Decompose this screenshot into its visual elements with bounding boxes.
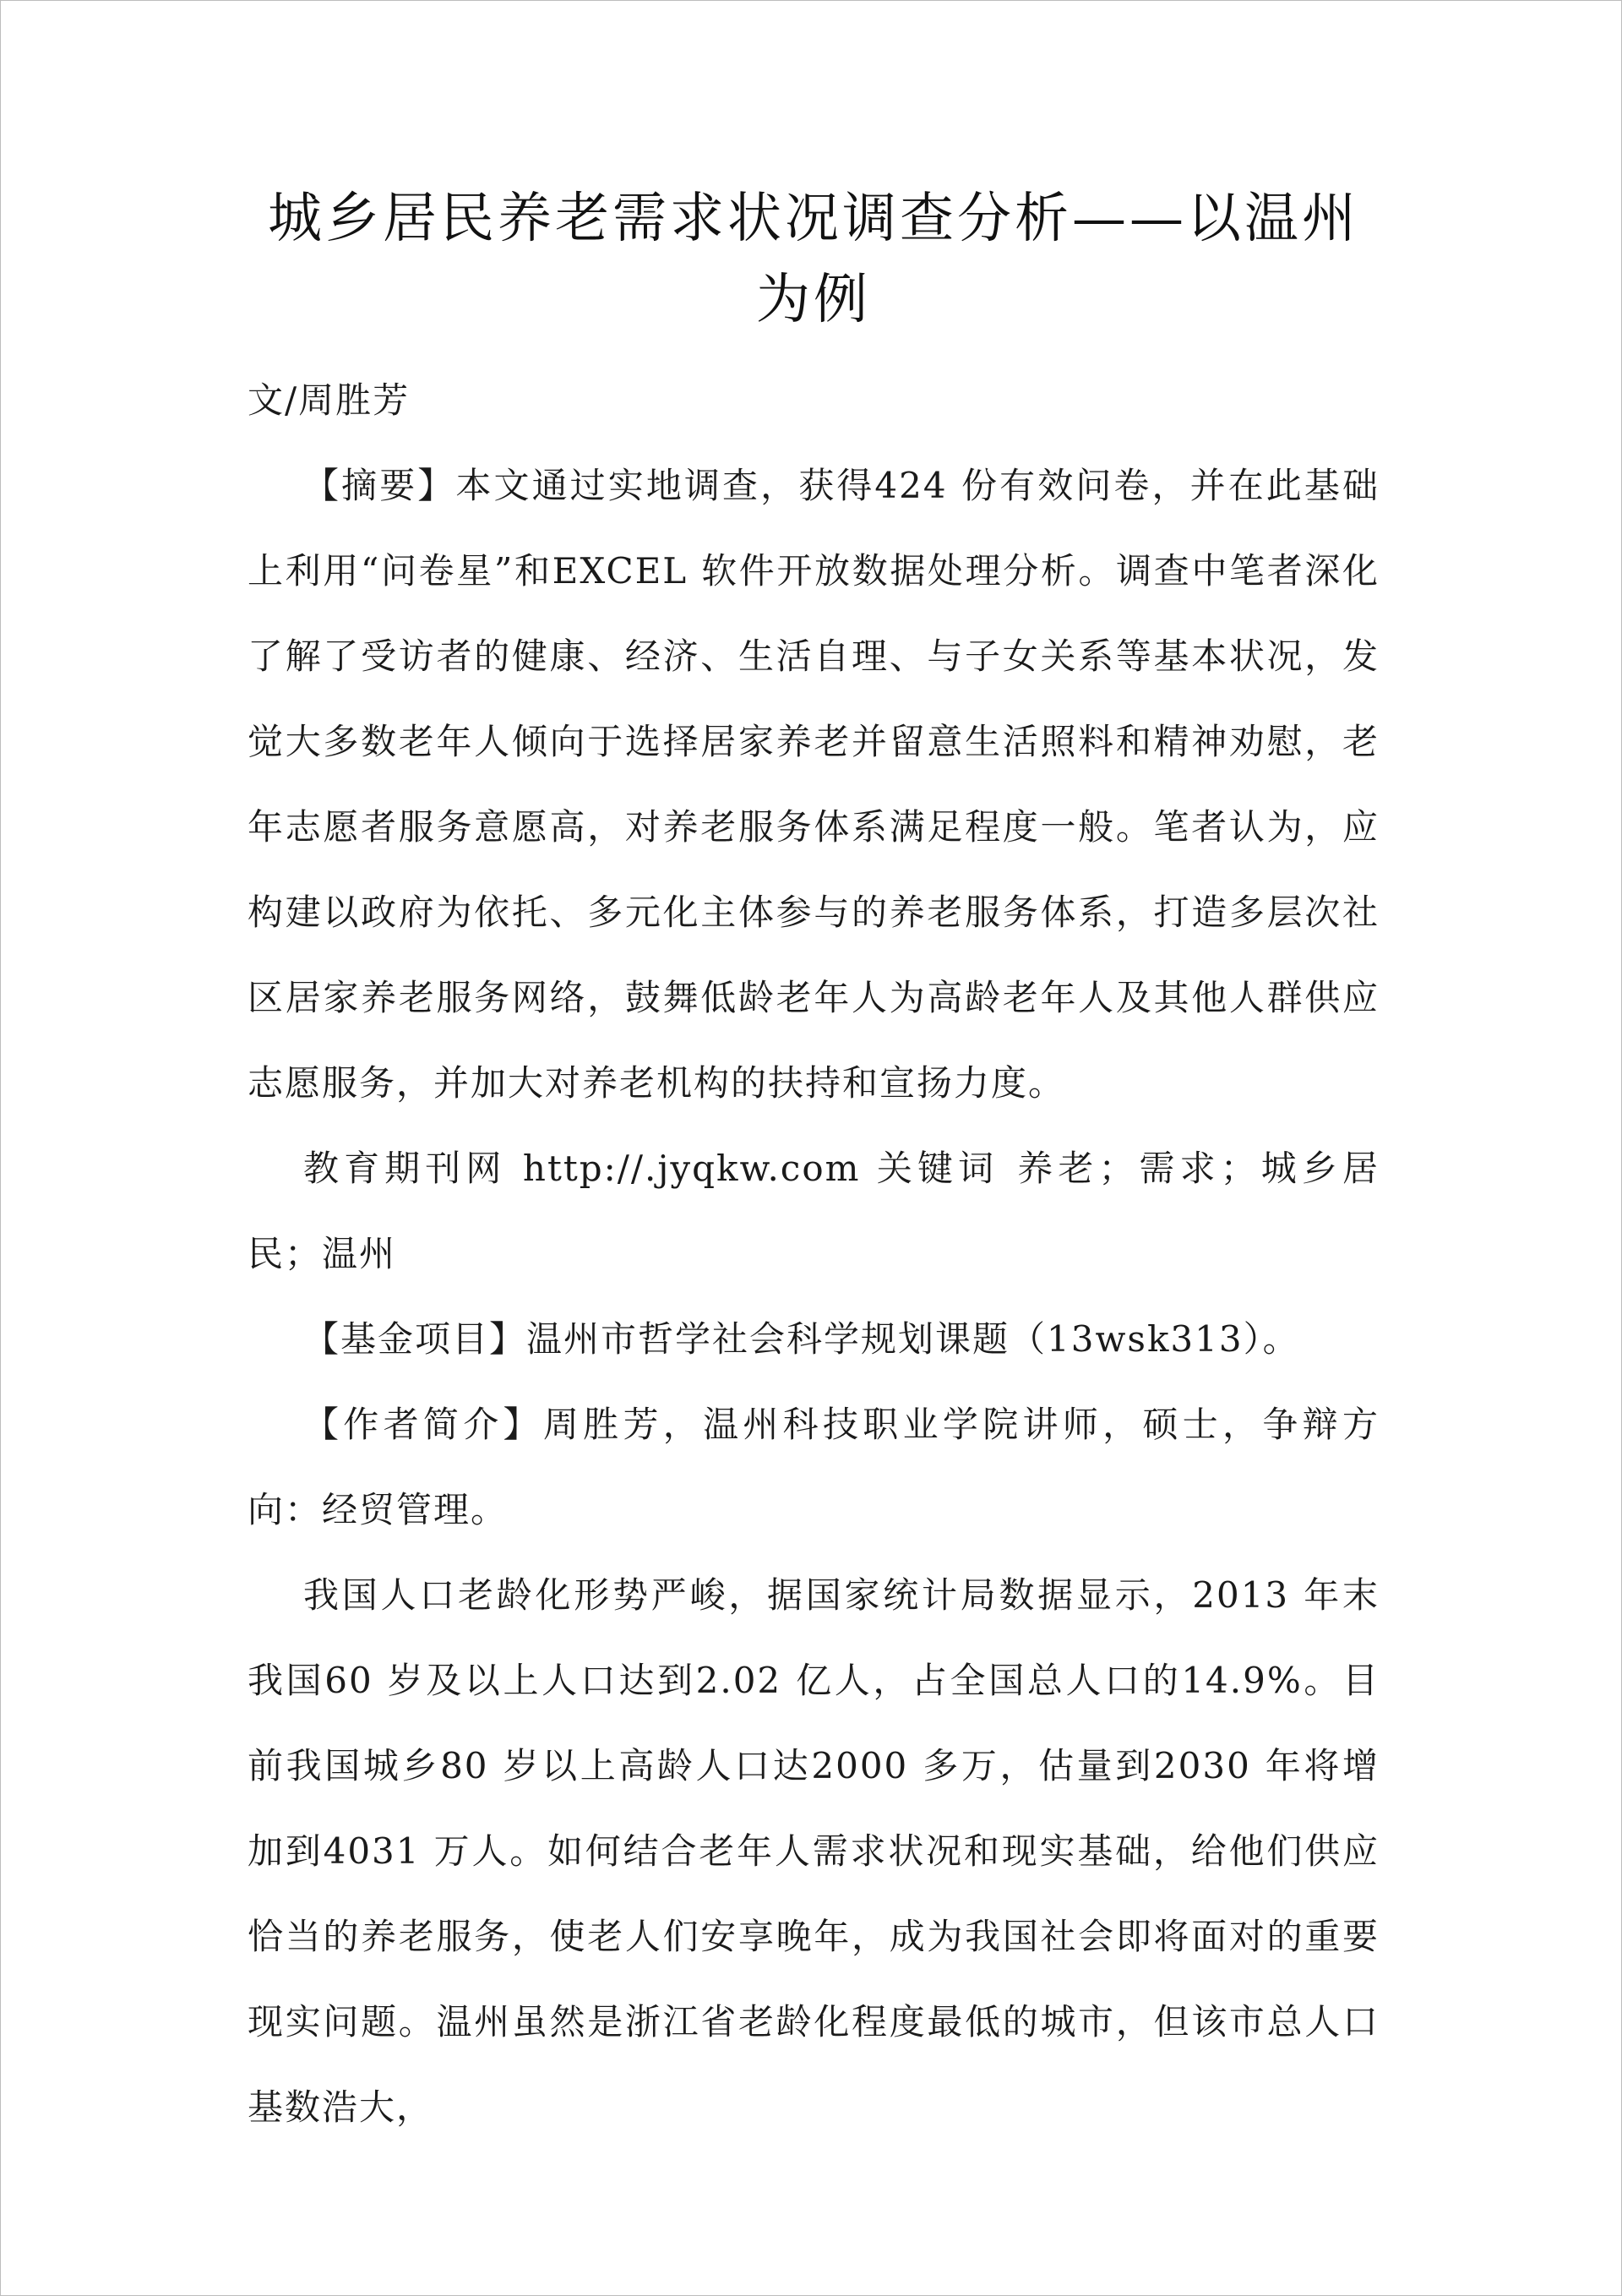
abstract-paragraph — [248, 443, 1380, 1126]
document-title: 城乡居民养老需求状况调查分析——以温州为例 — [268, 188, 1359, 331]
keywords-label: 关键词 — [876, 1148, 999, 1189]
author-byline: 文/周胜芳 — [248, 379, 411, 421]
author-intro-label: 【作者简介】 — [303, 1404, 543, 1445]
fund-paragraph — [248, 1296, 1380, 1382]
abstract-label: 【摘要】 — [303, 465, 456, 506]
fund-text: 温州市哲学社会科学规划课题（13wsk313）。 — [526, 1318, 1300, 1360]
abstract-text: 本文通过实地调查，获得424 份有效问卷，并在此基础上利用“问卷星”和EXCEL 软件开放数据处理分析。调查中笔者深化了解了受访者的健康、经济、生活自理、与子女关系等基本状况，发觉大多数老年人倾向于选择居家养老并留意生活照料和精神劝慰，老年志愿者服务意愿高，对养老服务体系满足程度一般。笔者认为，应构建以政府为依托、多元化主体参与的养老服务体系，打造多层次社区居家养老服务网络，鼓舞低龄老年人为高龄老年人及其他人群供应志愿服务，并加大对养老机构的扶持和宣扬力度。 — [248, 465, 1380, 1104]
keywords-paragraph — [248, 1126, 1380, 1296]
author-intro-text: 周胜芳，温州科技职业学院讲师，硕士，争辩方向：经贸管理。 — [248, 1404, 1380, 1530]
keywords-text: 养老；需求；城乡居民；温州 — [248, 1148, 1380, 1274]
body-paragraph: 我国人口老龄化形势严峻，据国家统计局数据显示，2013 年末我国60 岁及以上人口达到2.02 亿人，占全国总人口的14.9%。目前我国城乡80 岁以上高龄人口达2000 多万，估量到2030 年将增加到4031 万人。如何结合老年人需求状况和现实基础，给他们供应恰当的养老服务，使老人们安享晚年，成为我国社会即将面对的重要现实问题。温州虽然是浙江省老龄化程度最低的城市，但该市总人口基数浩大， — [248, 1574, 1380, 2128]
document-content — [248, 178, 1380, 2150]
source-site: 教育期刊网 http://.jyqkw.com — [303, 1148, 861, 1189]
fund-label: 【基金项目】 — [303, 1318, 527, 1360]
author-intro-paragraph — [248, 1382, 1380, 1552]
